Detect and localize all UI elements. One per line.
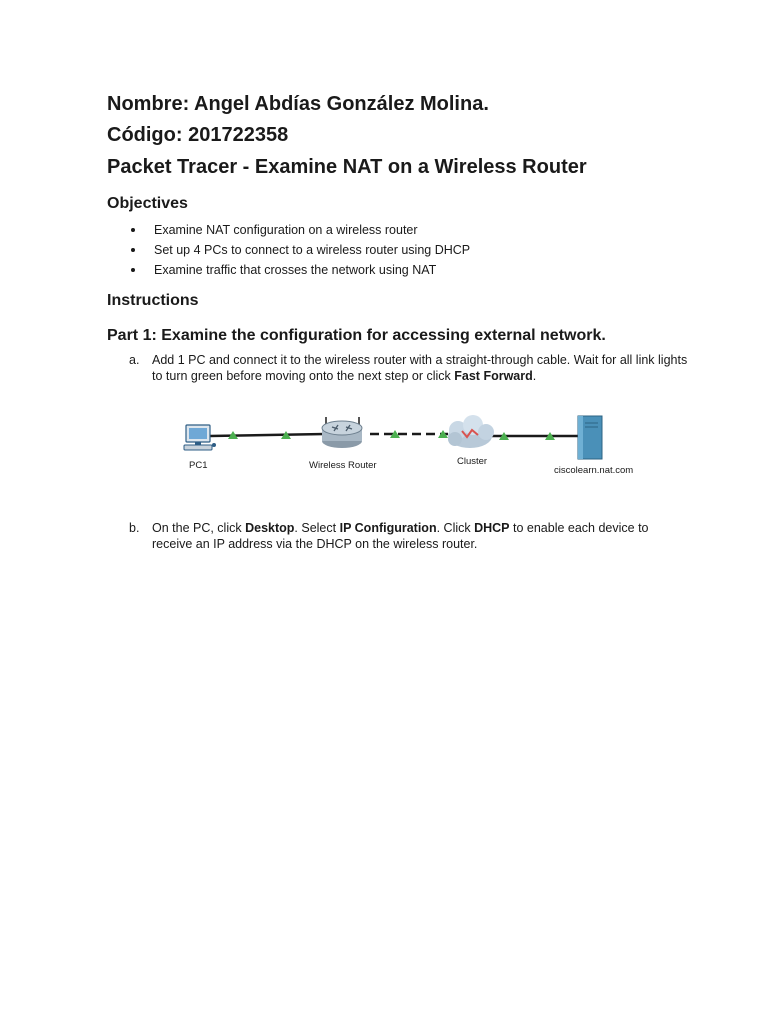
instructions-heading: Instructions [107,292,199,309]
objective-text: Set up 4 PCs to connect to a wireless router using DHCP [154,243,471,257]
page-title: Packet Tracer - Examine NAT on a Wireless Router [107,156,587,178]
student-code: Código: 201722358 [107,124,289,146]
desktop-term: Desktop [245,521,295,535]
objective-text: Examine traffic that crosses the network using NAT [154,263,437,277]
objectives-heading: Objectives [107,195,188,212]
step-a-text-2: . [532,369,537,383]
step-marker: a. [129,353,140,367]
step-a [129,352,689,384]
pc-label: PC1 [189,460,208,471]
server-label: ciscolearn.nat.com [554,465,634,476]
bullet-icon [131,268,135,272]
step-text [152,520,689,552]
wireless-router-icon [322,417,362,448]
step-b-text-4: to enable each device to receive an IP address via the DHCP on the wireless router. [152,521,649,551]
server-icon [578,416,602,459]
bullet-icon [131,228,135,232]
router-label: Wireless Router [309,460,377,471]
cloud-icon [448,415,494,448]
step-b-text-2: . Select [294,521,340,535]
step-a-text-1: Add 1 PC and connect it to the wireless router with a straight-through cable. Wait for all link lights to turn green before moving onto the next step or click [152,353,688,383]
objective-text: Examine NAT configuration on a wireless router [154,223,418,237]
network-diagram [170,405,650,485]
step-b-text-1: On the PC, click [152,521,246,535]
bullet-icon [131,248,135,252]
step-b-text-3: . Click [436,521,475,535]
step-text [152,352,689,384]
cable-pc-router [210,434,325,436]
pc-icon [184,425,216,450]
step-marker: b. [129,521,140,535]
fast-forward-term: Fast Forward [454,369,533,383]
list-item [127,220,687,240]
objectives-list [127,220,687,280]
list-item [127,260,687,280]
part1-heading: Part 1: Examine the configuration for accessing external network. [107,327,606,344]
student-name: Nombre: Angel Abdías González Molina. [107,93,489,115]
ip-configuration-term: IP Configuration [339,521,437,535]
dhcp-term: DHCP [474,521,510,535]
list-item [127,240,687,260]
step-b [129,520,689,552]
cloud-label: Cluster [457,456,488,467]
